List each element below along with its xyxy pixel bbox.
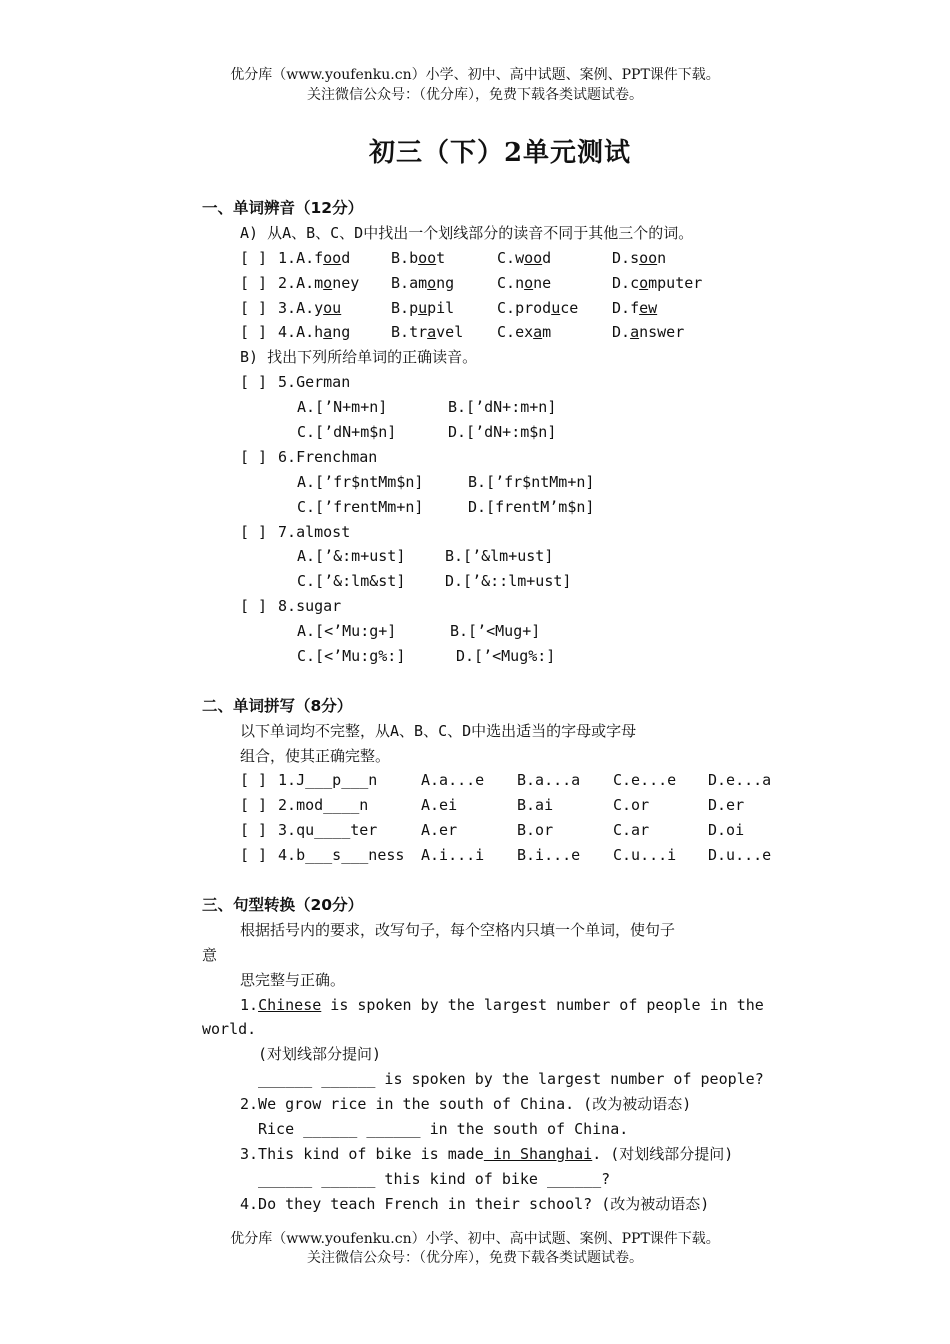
pronunciation-question: [ ] 8.sugar xyxy=(202,594,812,619)
option-d: D.u...e xyxy=(708,846,772,865)
option-b: B.[’dN+:m+n] xyxy=(448,398,557,417)
option-d: D.er xyxy=(708,796,745,815)
option-c: C.u...i xyxy=(613,846,677,865)
section-1-part-a: A) 从A、B、C、D中找出一个划线部分的读音不同于其他三个的词。 xyxy=(240,223,694,242)
section-2-intro: 以下单词均不完整，从A、B、C、D中选出适当的字母或字母 xyxy=(240,721,637,740)
option-b: B.i...e xyxy=(517,846,581,865)
option-d: D.oi xyxy=(708,821,745,840)
spelling-question: [ ] 2.mod____n A.ei B.ai C.or D.er xyxy=(202,793,812,818)
option-d: D.[’&::lm+ust] xyxy=(445,572,572,591)
option-a: A.[’N+m+n] xyxy=(297,398,388,417)
answer-bracket[interactable]: [ ] xyxy=(240,248,268,267)
answer-bracket[interactable]: [ ] xyxy=(240,522,268,541)
answer-line[interactable]: ______ ______ this kind of bike ______? xyxy=(258,1169,611,1188)
pronunciation-options xyxy=(202,569,812,594)
option-d: D.computer xyxy=(612,273,703,292)
spelling-question: [ ] 1.J___p___n A.a...e B.a...a C.e...e D.e...a xyxy=(202,768,812,793)
option-b: B.ai xyxy=(517,796,554,815)
question-requirement: (对划线部分提问) xyxy=(258,1045,382,1064)
header-line-1: 优分库（www.youfenku.cn）小学、初中、高中试题、案例、PPT课件下载。 xyxy=(230,67,720,83)
transform-question-2: 2.We grow rice in the south of China. (改为被动语态) xyxy=(240,1095,692,1114)
pronunciation-question: [ ] 7.almost xyxy=(202,520,812,545)
pronunciation-options xyxy=(202,420,812,445)
pronunciation-question: [ ] 6.Frenchman xyxy=(202,445,812,470)
phonetic-question: [ ] 1.A.food B.boot C.wood D.soon xyxy=(202,246,812,271)
pronunciation-options xyxy=(202,619,812,644)
option-a: A.[’fr$ntMm$n] xyxy=(297,472,424,491)
answer-bracket[interactable]: [ ] xyxy=(240,323,268,342)
option-b: B.a...a xyxy=(517,771,581,790)
option-a: A.ei xyxy=(421,796,458,815)
option-d: D.e...a xyxy=(708,771,772,790)
phonetic-question: [ ] 4.A.hang B.travel C.exam D.answer xyxy=(202,320,812,345)
answer-bracket[interactable]: [ ] xyxy=(240,597,268,616)
pronunciation-question: [ ] 5.German xyxy=(202,370,812,395)
option-b: B.among xyxy=(391,273,455,292)
pronunciation-options xyxy=(202,544,812,569)
phonetic-question: [ ] 3.A.you B.pupil C.produce D.few xyxy=(202,296,812,321)
transform-question-3: 3.This kind of bike is made in Shanghai. (对划线部分提问) xyxy=(240,1144,734,1163)
answer-bracket[interactable]: [ ] xyxy=(240,273,268,292)
transform-question-4: 4.Do they teach French in their school? (改为被动语态) xyxy=(240,1194,710,1213)
footer-line-2: 关注微信公众号：（优分库），免费下载各类试题试卷。 xyxy=(307,1250,643,1266)
pronunciation-options xyxy=(202,470,812,495)
answer-bracket[interactable]: [ ] xyxy=(240,298,268,317)
section-1-heading: 一、单词辨音（12分） xyxy=(202,199,364,217)
answer-line[interactable]: ______ ______ is spoken by the largest number of people? xyxy=(258,1070,764,1089)
pronunciation-options xyxy=(202,395,812,420)
section-3-intro: 根据括号内的要求，改写句子，每个空格内只填一个单词，使句子 xyxy=(240,920,676,939)
option-d: D.answer xyxy=(612,323,685,342)
spelling-question: [ ] 3.qu____ter A.er B.or C.ar D.oi xyxy=(202,818,812,843)
section-3-intro: 思完整与正确。 xyxy=(240,970,346,989)
option-c: C.[’frentMm+n] xyxy=(297,497,424,516)
answer-bracket[interactable]: [ ] xyxy=(240,447,268,466)
footer-line-1: 优分库（www.youfenku.cn）小学、初中、高中试题、案例、PPT课件下载。 xyxy=(230,1231,720,1247)
phonetic-question: [ ] 2.A.money B.among C.none D.computer xyxy=(202,271,812,296)
exam-content xyxy=(202,196,812,1217)
answer-line[interactable]: Rice ______ ______ in the south of China. xyxy=(258,1119,629,1138)
option-c: C.[’&:lm&st] xyxy=(297,572,406,591)
option-b: B.or xyxy=(517,821,554,840)
option-d: D.few xyxy=(612,298,658,317)
answer-bracket[interactable]: [ ] xyxy=(240,846,268,865)
option-a: A.[’&:m+ust] xyxy=(297,547,406,566)
spelling-question: [ ] 4.b___s___ness A.i...i B.i...e C.u...i D.u...e xyxy=(202,843,812,868)
answer-bracket[interactable]: [ ] xyxy=(240,821,268,840)
section-3-heading: 三、句型转换（20分） xyxy=(202,895,364,914)
option-a: A.er xyxy=(421,821,458,840)
section-2-intro: 组合，使其正确完整。 xyxy=(240,746,391,765)
page-title: 初三（下）2单元测试 xyxy=(368,138,632,168)
option-b: B.pupil xyxy=(391,298,455,317)
option-c: C.ar xyxy=(613,821,650,840)
transform-question-1: 1.Chinese is spoken by the largest number of people in the xyxy=(240,995,764,1014)
option-d: D.[’<Mug%:] xyxy=(456,647,556,666)
section-2-heading: 二、单词拼写（8分） xyxy=(202,696,353,715)
option-c: C.[<’Mu:g%:] xyxy=(297,647,406,666)
section-3-intro: 意 xyxy=(202,945,218,964)
answer-bracket[interactable]: [ ] xyxy=(240,373,268,392)
option-d: D.soon xyxy=(612,248,667,267)
option-c: C.produce xyxy=(497,298,579,317)
option-b: B.travel xyxy=(391,323,464,342)
option-d: D.[frentM’m$n] xyxy=(468,497,595,516)
option-b: B.[’fr$ntMm+n] xyxy=(468,472,595,491)
option-d: D.[’dN+:m$n] xyxy=(448,423,557,442)
header-line-2: 关注微信公众号：（优分库），免费下载各类试题试卷。 xyxy=(307,87,643,103)
option-b: B.[’&lm+ust] xyxy=(445,547,554,566)
option-c: C.wood xyxy=(497,248,552,267)
option-c: C.[’dN+m$n] xyxy=(297,423,397,442)
option-b: B.boot xyxy=(391,248,446,267)
pronunciation-options xyxy=(202,644,812,669)
option-c: C.none xyxy=(497,273,552,292)
option-c: C.e...e xyxy=(613,771,677,790)
option-a: A.[<’Mu:g+] xyxy=(297,622,397,641)
option-a: A.i...i xyxy=(421,846,485,865)
transform-question-1-cont: world. xyxy=(202,1020,257,1039)
option-b: B.[’<Mug+] xyxy=(450,622,541,641)
option-c: C.or xyxy=(613,796,650,815)
option-a: A.a...e xyxy=(421,771,485,790)
section-1-part-b: B) 找出下列所给单词的正确读音。 xyxy=(240,348,478,367)
answer-bracket[interactable]: [ ] xyxy=(240,796,268,815)
option-c: C.exam xyxy=(497,323,552,342)
pronunciation-options xyxy=(202,495,812,520)
answer-bracket[interactable]: [ ] xyxy=(240,771,268,790)
